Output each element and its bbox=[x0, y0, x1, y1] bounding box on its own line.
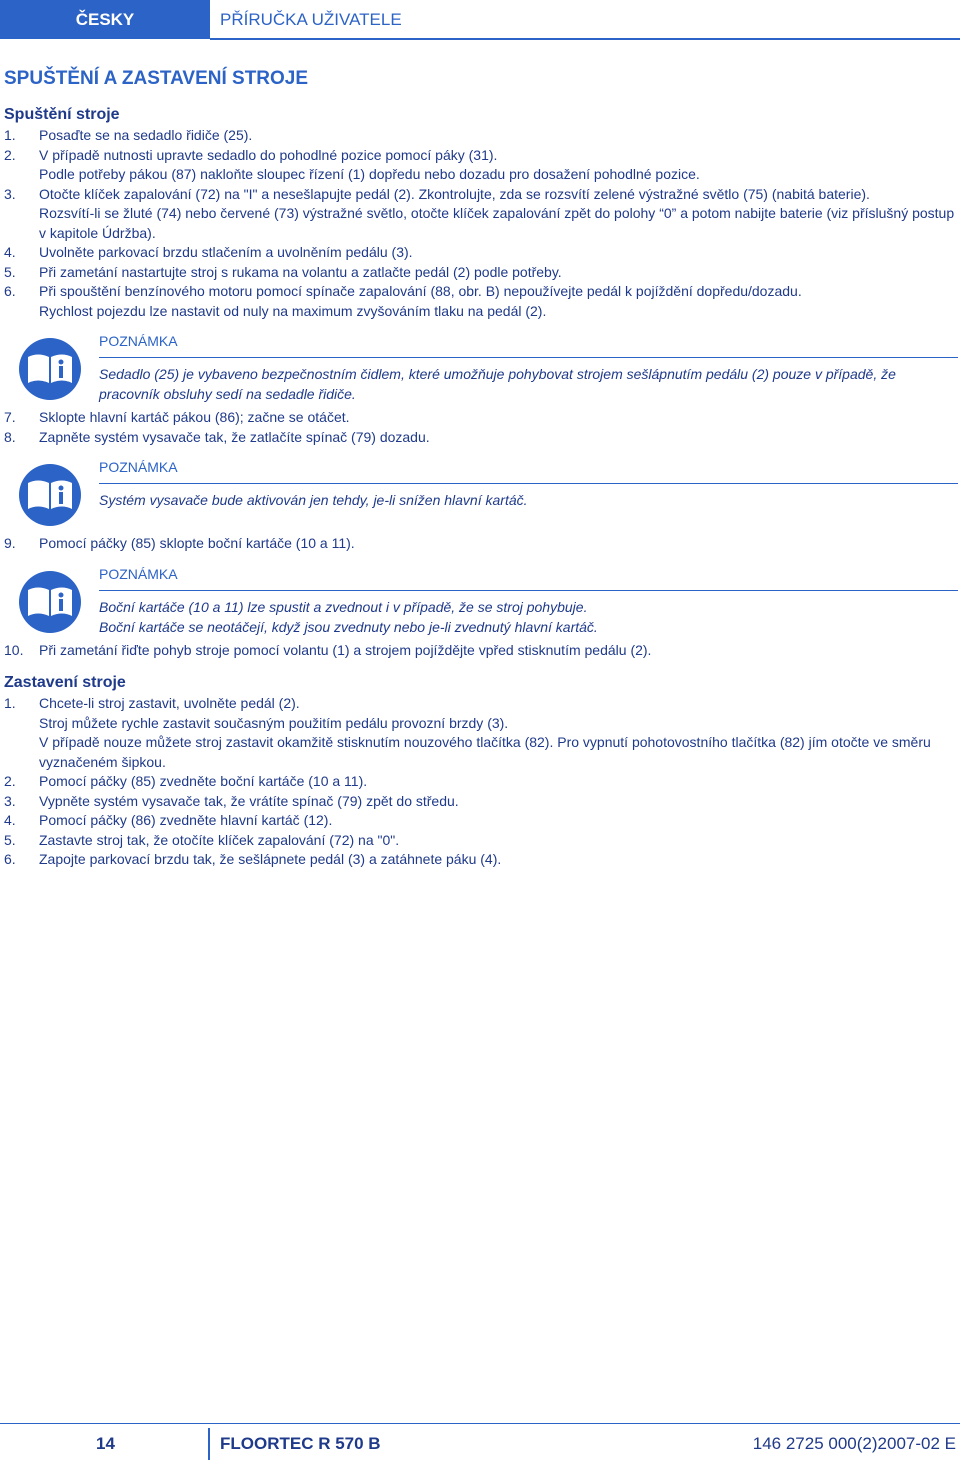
list-item-text: Uvolněte parkovací brzdu stlačením a uvolněním pedálu (3). bbox=[39, 244, 413, 260]
list-item-number: 8. bbox=[4, 428, 16, 445]
list-item-number: 6. bbox=[4, 283, 16, 299]
list-item bbox=[4, 146, 958, 166]
list-item-text: Vypněte systém vysavače tak, že vrátíte spínač (79) zpět do středu. bbox=[39, 792, 459, 809]
list-item-text: Chcete-li stroj zastavit, uvolněte pedál (2). bbox=[39, 695, 300, 711]
list-item-continuation: Rozsvítí-li se žluté (74) nebo červené (73) výstražné světlo, otočte klíček zapalování zpět do polohy “0” a potom nabijte baterie (viz příslušný postup v kapitole Údržba). bbox=[39, 205, 955, 241]
list-item-number: 4. bbox=[4, 244, 16, 260]
list-item bbox=[4, 811, 958, 831]
footer-divider bbox=[208, 1428, 210, 1460]
list-item bbox=[4, 850, 958, 870]
list-item-number: 1. bbox=[4, 127, 16, 143]
manual-info-icon bbox=[18, 337, 82, 401]
list-item-text: Posaďte se na sedadlo řidiče (25). bbox=[39, 127, 253, 143]
note-text-line-1: Boční kartáče (10 a 11) lze spustit a zvednout i v případě, že se stroj pohybuje. bbox=[99, 598, 588, 615]
list-item-text: Zastavte stroj tak, že otočíte klíček zapalování (72) na "0". bbox=[39, 831, 400, 848]
list-item-continuation: Rychlost pojezdu lze nastavit od nuly na maximum zvyšováním tlaku na pedál (2). bbox=[39, 302, 547, 319]
list-item-continuation: Podle potřeby pákou (87) nakloňte sloupec řízení (1) dopředu nebo dozadu pro dosažení pohodlné pozice. bbox=[39, 166, 700, 182]
list-item bbox=[4, 772, 958, 792]
list-item bbox=[4, 263, 958, 283]
list-item bbox=[4, 641, 958, 661]
start-steps bbox=[4, 126, 958, 321]
list-item-number: 7. bbox=[4, 409, 16, 425]
list-item-text: Při zametání řiďte pohyb stroje pomocí volantu (1) a strojem pojíždějte vpřed stisknutím pedálu (2). bbox=[39, 641, 652, 658]
note-box-2 bbox=[4, 453, 958, 530]
manual-info-icon bbox=[18, 570, 82, 634]
list-item-continuation: Stroj můžete rychle zastavit současným použitím pedálu provozní brzdy (3). bbox=[39, 714, 509, 731]
list-item-number: 5. bbox=[4, 263, 16, 280]
list-item-text: Zapojte parkovací brzdu tak, že sešlápnete pedál (3) a zatáhnete páku (4). bbox=[39, 851, 502, 867]
list-item-number: 2. bbox=[4, 146, 16, 163]
list-item bbox=[4, 185, 958, 205]
note-text: Sedadlo (25) je vybaveno bezpečnostním čidlem, které umožňuje pohybovat strojem sešlápnutím pedálu (2) pouze v případě, že pracovník obsluhy sedí na sedadle řidiče. bbox=[99, 366, 896, 402]
page-content bbox=[4, 66, 958, 870]
page-number: 14 bbox=[96, 1434, 115, 1453]
list-item bbox=[4, 282, 958, 302]
stop-heading: Zastavení stroje bbox=[4, 674, 126, 691]
list-item bbox=[4, 126, 958, 146]
note-box-3 bbox=[4, 560, 958, 637]
header-language: ČESKY bbox=[0, 0, 210, 39]
header-divider bbox=[210, 38, 960, 40]
list-item-number: 3. bbox=[4, 185, 16, 202]
list-item-number: 5. bbox=[4, 831, 16, 848]
list-item bbox=[4, 831, 958, 851]
list-item-text: Při spouštění benzínového motoru pomocí spínače zapalování (88, obr. B) nepoužívejte pedál k pojíždění dopředu/dozadu. bbox=[39, 283, 802, 299]
manual-info-icon bbox=[18, 463, 82, 527]
model-name: FLOORTEC R 570 B bbox=[220, 1434, 381, 1453]
list-item-text: Pomocí páčky (86) zvedněte hlavní kartáč (12). bbox=[39, 812, 333, 828]
list-item-text: Otočte klíček zapalování (72) na "I" a nesešlapujte pedál (2). Zkontrolujte, zda se rozsvítí zelené výstražné světlo (75) (nabitá baterie). bbox=[39, 185, 870, 202]
list-item-number: 6. bbox=[4, 851, 16, 867]
note-title: POZNÁMKA bbox=[99, 459, 178, 475]
note-text-line-2: Boční kartáče se neotáčejí, když jsou zvednuty nebo je-li zvednutý hlavní kartáč. bbox=[99, 618, 598, 635]
list-item bbox=[4, 408, 958, 428]
list-item-number: 9. bbox=[4, 535, 16, 551]
list-item bbox=[4, 243, 958, 263]
note-title: POZNÁMKA bbox=[99, 333, 178, 349]
section-title: SPUŠTĚNÍ A ZASTAVENÍ STROJE bbox=[4, 68, 309, 89]
list-item-text: Pomocí páčky (85) sklopte boční kartáče (10 a 11). bbox=[39, 535, 355, 551]
start-heading: Spuštění stroje bbox=[4, 106, 120, 123]
list-item-number: 1. bbox=[4, 695, 16, 711]
header-title: PŘÍRUČKA UŽIVATELE bbox=[220, 10, 402, 29]
page-footer bbox=[0, 1423, 960, 1464]
start-steps-2 bbox=[4, 408, 958, 447]
list-item bbox=[4, 534, 958, 554]
list-item-text: Pomocí páčky (85) zvedněte boční kartáče (10 a 11). bbox=[39, 773, 368, 789]
list-item bbox=[4, 428, 958, 448]
note-divider bbox=[99, 357, 958, 358]
start-steps-4 bbox=[4, 641, 958, 661]
list-item-number: 2. bbox=[4, 773, 16, 789]
note-divider bbox=[99, 483, 958, 484]
note-text: Systém vysavače bude aktivován jen tehdy, je-li snížen hlavní kartáč. bbox=[99, 492, 528, 508]
note-title: POZNÁMKA bbox=[99, 565, 178, 582]
list-item-number: 4. bbox=[4, 812, 16, 828]
list-item bbox=[4, 694, 958, 714]
note-box-1 bbox=[4, 327, 958, 404]
stop-steps bbox=[4, 694, 958, 870]
document-code: 146 2725 000(2)2007-02 E bbox=[752, 1434, 956, 1453]
note-divider bbox=[99, 590, 958, 591]
list-item bbox=[4, 792, 958, 812]
list-item-number: 10. bbox=[4, 641, 24, 658]
list-item-number: 3. bbox=[4, 792, 16, 809]
list-item-text: Zapněte systém vysavače tak, že zatlačíte spínač (79) dozadu. bbox=[39, 428, 430, 445]
list-item-continuation: V případě nouze můžete stroj zastavit okamžitě stisknutím nouzového tlačítka (82). Pro vypnutí pohotovostního tlačítka (82) jím otočte ve směru vyznačeném šipkou. bbox=[39, 734, 931, 770]
start-steps-3 bbox=[4, 534, 958, 554]
list-item-text: Sklopte hlavní kartáč pákou (86); začne se otáčet. bbox=[39, 409, 350, 425]
list-item-text: Při zametání nastartujte stroj s rukama na volantu a zatlačte pedál (2) podle potřeby. bbox=[39, 263, 562, 280]
list-item-text: V případě nutnosti upravte sedadlo do pohodlné pozice pomocí páky (31). bbox=[39, 146, 498, 163]
